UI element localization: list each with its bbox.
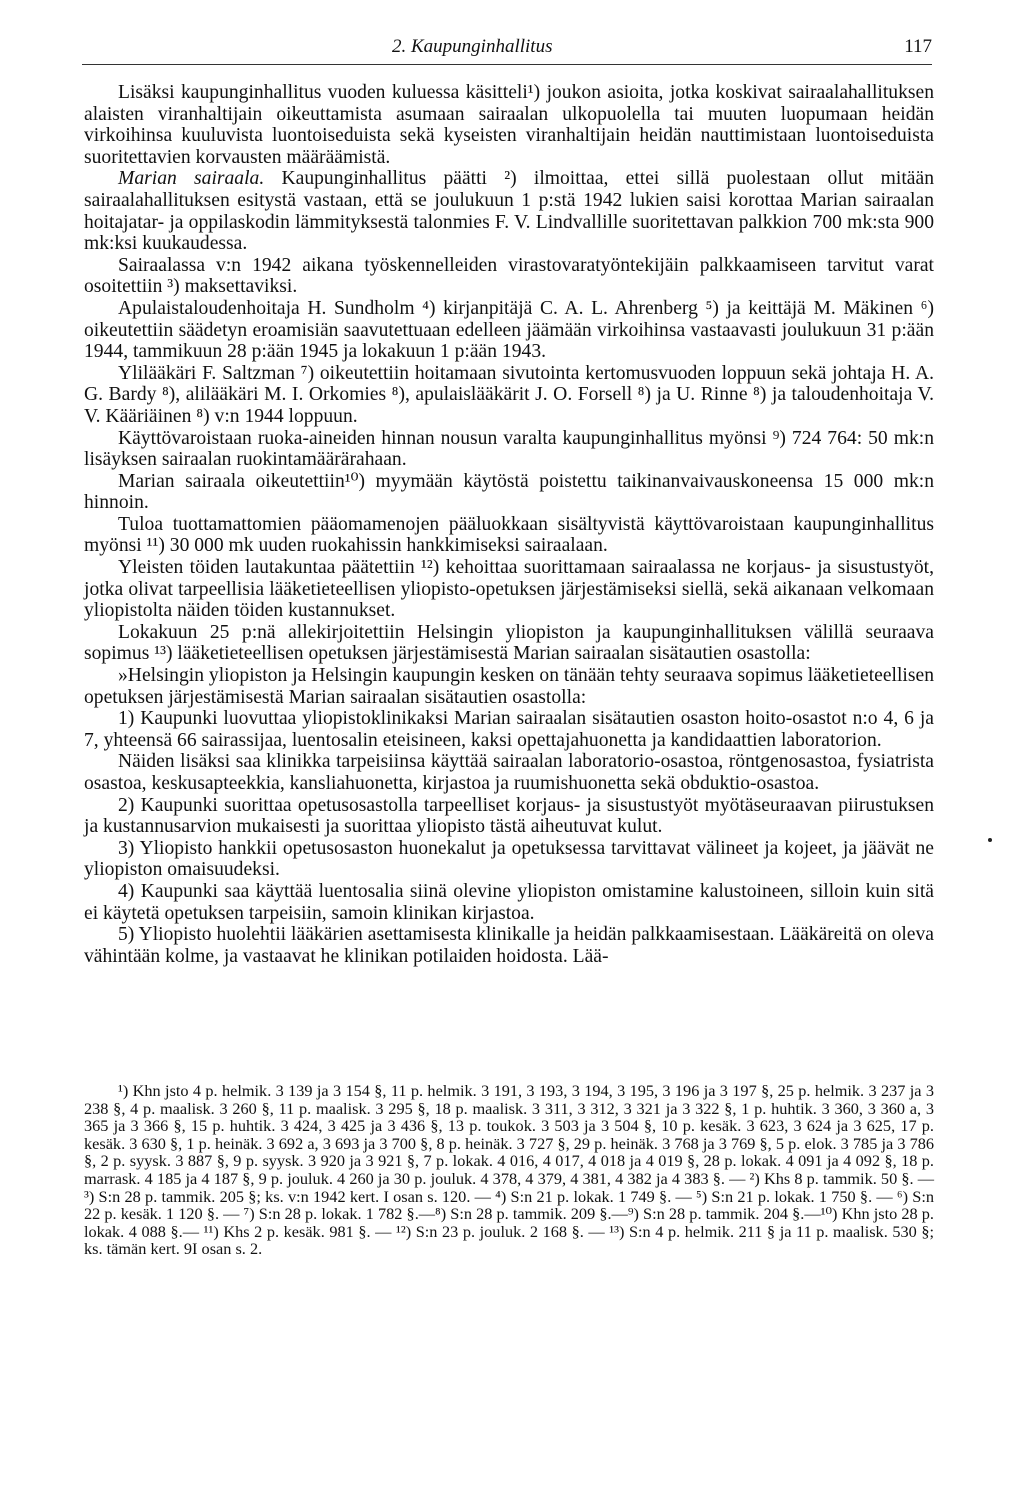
paragraph: Tuloa tuottamattomien pääomamenojen pääluokkaan sisältyvistä käyttövaroistaan kaupunginhallitus myönsi ¹¹) 30 000 mk uuden ruokahissin hankkimiseksi sairaalaan. bbox=[84, 513, 934, 557]
section-heading: Marian sairaala. bbox=[118, 168, 265, 190]
paragraph: Apulaistaloudenhoitaja H. Sundholm ⁴) kirjanpitäjä C. A. L. Ahrenberg ⁵) ja keittäjä M. Mäkinen ⁶) oikeutettiin säädetyn eroamisiän saavutettuaan edelleen jäämään virkoihinsa vastaavasti joulukuun 31 p:ään 1944, tammikuun 28 p:ään 1945 ja lokakuun 1 p:ään 1943. bbox=[84, 297, 934, 363]
paragraph bbox=[84, 168, 934, 254]
paragraph: 1) Kaupunki luovuttaa yliopistoklinikaksi Marian sairaalan sisätautien osaston hoito-osastot n:o 4, 6 ja 7, yhteensä 66 sairassijaa, luentosalin eteisineen, kaksi opettajahuonetta ja kandidaattien laboratorion. bbox=[84, 708, 934, 751]
paragraph: Käyttövaroistaan ruoka-aineiden hinnan nousun varalta kaupunginhallitus myönsi ⁹) 724 764: 50 mk:n lisäyksen sairaalan ruokintamäärärahaan. bbox=[84, 427, 934, 471]
paragraph: 4) Kaupunki saa käyttää luentosalia siinä olevine yliopiston omistamine kalustoineen, silloin kuin sitä ei käytetä opetuksen tarpeisiin, samoin klinikan kirjastoa. bbox=[84, 880, 934, 924]
paragraph: 2) Kaupunki suorittaa opetusosastolla tarpeelliset korjaus- ja sisustustyöt myötäseuraavan piirustuksen ja kustannusarvion mukaisesti ja suorittaa yliopisto tästä aiheutuvat kulut. bbox=[84, 794, 934, 838]
paragraph-text: Kaupunginhallitus päätti ²) ilmoittaa, ettei sillä puolestaan ollut mitään sairaalahallituksen esitystä vastaan, että se joulukuun 1 p:stä 1942 lukien saisi korottaa Marian sairaalan hoitajatar- ja oppilaskodin lämmityksestä talonmies F. V. Lindvallille suoritettavan palkkion 700 mk:sta 900 mk:ksi kuukaudessa. bbox=[84, 168, 935, 255]
margin-dot bbox=[988, 838, 992, 842]
paragraph: »Helsingin yliopiston ja Helsingin kaupungin kesken on tänään tehty seuraava sopimus lääketieteellisen opetuksen järjestämisestä Marian sairaalan sisätautien osastolla: bbox=[84, 665, 934, 708]
paragraph: Lisäksi kaupunginhallitus vuoden kuluessa käsitteli¹) joukon asioita, jotka koskivat sairaalahallituksen alaisten viranhaltijain oikeuttamista asumaan sairaalan ulkopuolella tai muuten luopumaan heidän virkoihinsa kuuluvista luontoiseduista sekä kyseisten viranhaltijain heidän nauttimistaan luontoiseduista suoritettavien korvausten määräämistä. bbox=[84, 82, 934, 168]
paragraph: Ylilääkäri F. Saltzman ⁷) oikeutettiin hoitamaan sivutointa kertomusvuoden loppuun sekä johtaja H. A. G. Bardy ⁸), alilääkäri M. I. Orkomies ⁸), apulaislääkärit J. O. Forsell ⁸) ja U. Rinne ⁸) ja taloudenhoitaja V. V. Kääriäinen ⁸) v:n 1944 loppuun. bbox=[84, 362, 934, 427]
paragraph: 3) Yliopisto hankkii opetusosaston huonekalut ja opetuksessa tarvittavat välineet ja kojeet, ja jäävät ne yliopiston omaisuudeksi. bbox=[84, 837, 934, 881]
paragraph: 5) Yliopisto huolehtii lääkärien asettamisesta klinikalle ja heidän palkkaamisestaan. Lääkäreitä on oleva vähintään kolme, ja vastaavat he klinikan potilaiden hoidosta. Lää- bbox=[84, 924, 934, 967]
main-text bbox=[84, 82, 934, 967]
footnote-text: ¹) Khn jsto 4 p. helmik. 3 139 ja 3 154 §, 11 p. helmik. 3 191, 3 193, 3 194, 3 195, 3 196 ja 3 197 §, 25 p. helmik. 3 237 ja 3 238 §, 4 p. maalisk. 3 260 §, 11 p. maalisk. 3 295 §, 18 p. maalisk. 3 311, 3 312, 3 321 ja 3 322 §, 1 p. huhtik. 3 360, 3 360 a, 3 365 ja 3 366 §, 15 p. huhtik. 3 424, 3 425 ja 3 436 §, 13 p. toukok. 3 503 ja 3 504 §, 10 p. kesäk. 3 623, 3 624 ja 3 625, 17 p. kesäk. 3 630 §, 1 p. heinäk. 3 692 a, 3 693 ja 3 700 §, 8 p. heinäk. 3 727 §, 29 p. heinäk. 3 768 ja 3 769 §, 5 p. elok. 3 785 ja 3 786 §, 2 p. syysk. 3 887 §, 9 p. syysk. 3 920 ja 3 921 §, 7 p. lokak. 4 016, 4 017, 4 018 ja 4 019 §, 28 p. lokak. 4 091 ja 4 092 §, 18 p. marrask. 4 185 ja 4 187 §, 9 p. jouluk. 4 260 ja 30 p. jouluk. 4 378, 4 379, 4 381, 4 382 ja 4 383 §. — ²) Khs 8 p. tammik. 50 §. — ³) S:n 28 p. tammik. 205 §; ks. v:n 1942 kert. I osan s. 120. — ⁴) S:n 21 p. lokak. 1 749 §. — ⁵) S:n 21 p. lokak. 1 750 §. — ⁶) S:n 22 p. kesäk. 1 120 §. — ⁷) S:n 28 p. lokak. 1 782 §.—⁸) S:n 28 p. tammik. 209 §.—⁹) S:n 28 p. tammik. 204 §.—¹⁰) Khn jsto 28 p. lokak. 4 088 §.— ¹¹) Khs 2 p. kesäk. 981 §. — ¹²) S:n 23 p. jouluk. 2 168 §. — ¹³) S:n 4 p. helmik. 211 § ja 11 p. maalisk. 530 §; ks. tämän kert. 9I osan s. 2. bbox=[84, 1081, 934, 1259]
header-rule bbox=[82, 64, 932, 65]
paragraph: Sairaalassa v:n 1942 aikana työskennelleiden virastovaratyöntekijäin palkkaamiseen tarvitut varat osoitettiin ³) maksettaviksi. bbox=[84, 254, 934, 298]
page-header bbox=[82, 36, 932, 66]
paragraph: Yleisten töiden lautakuntaa päätettiin ¹²) kehoittaa suorittamaan sairaalassa ne korjaus- ja sisustustyöt, jotka olivat tarpeellisia lääketieteellisen yliopisto-opetuksen järjestämiseksi siellä, sekä aikanaan velkomaan yliopistolta näiden töiden kustannukset. bbox=[84, 557, 934, 622]
running-head: 2. Kaupunginhallitus bbox=[392, 36, 553, 57]
paragraph: Näiden lisäksi saa klinikka tarpeisiinsa käyttää sairaalan laboratorio-osastoa, röntgenosastoa, fysiatrista osastoa, keskusapteekkia, kansliahuonetta, kirjastoa ja ruumishuonetta sekä obduktio-osastoa. bbox=[84, 751, 934, 794]
page-number: 117 bbox=[904, 36, 932, 57]
footnotes bbox=[84, 1082, 934, 1258]
paragraph: Lokakuun 25 p:nä allekirjoitettiin Helsingin yliopiston ja kaupunginhallituksen välillä seuraava sopimus ¹³) lääketieteellisen opetuksen järjestämisestä Marian sairaalan sisätautien osastolla: bbox=[84, 621, 934, 665]
paragraph: Marian sairaala oikeutettiin¹⁰) myymään käytöstä poistettu taikinanvaivauskoneensa 15 000 mk:n hinnoin. bbox=[84, 470, 934, 514]
